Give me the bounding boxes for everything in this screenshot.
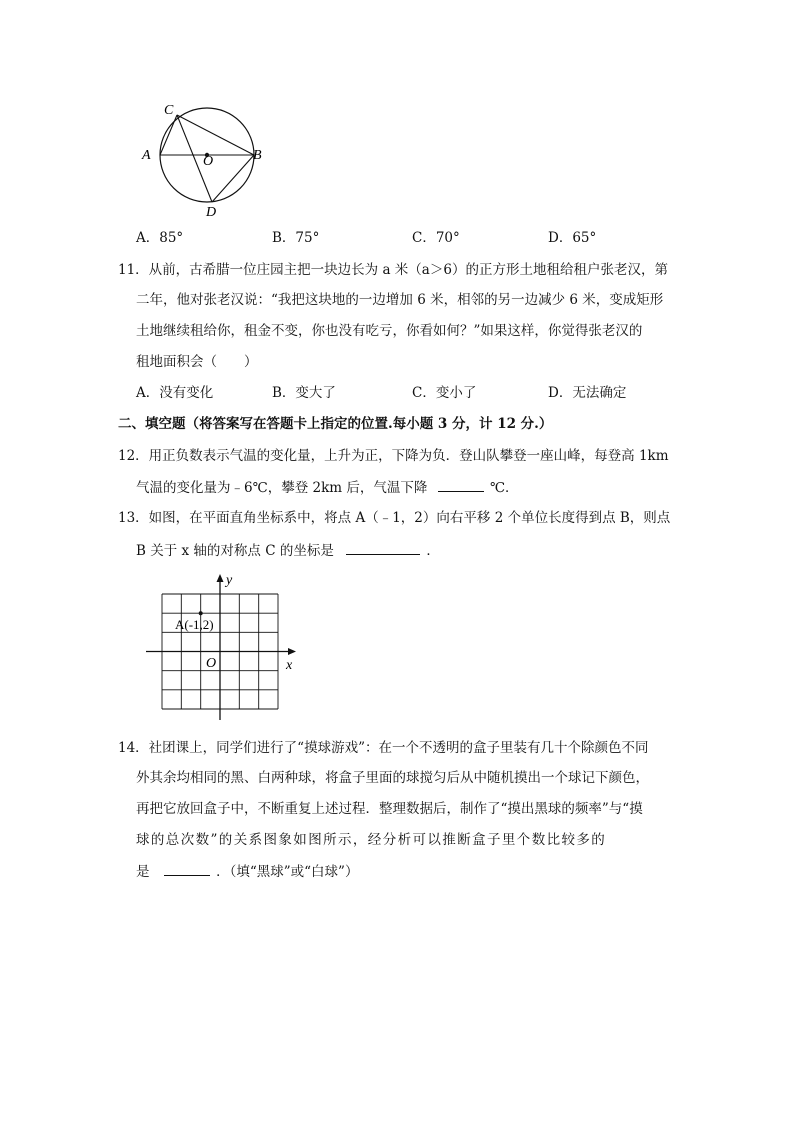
circle-figure bbox=[135, 95, 275, 220]
section-heading: 二、填空题（将答案写在答题卡上指定的位置.每小题 3 分，计 12 分.） bbox=[118, 416, 553, 432]
q10-option-b: B．75° bbox=[272, 230, 320, 246]
label-b: B bbox=[253, 148, 262, 163]
q13-answer-blank[interactable] bbox=[346, 540, 420, 555]
point-a bbox=[199, 611, 203, 615]
q13-line-2 bbox=[136, 540, 440, 561]
q14-line-2: 外其余均相同的黑、白两种球，将盒子里面的球搅匀后从中随机摸出一个球记下颜色， bbox=[136, 770, 649, 786]
q14-text-after-blank: ．（填“黑球”或“白球”） bbox=[216, 864, 359, 880]
q11-option-c: C．变小了 bbox=[412, 385, 477, 401]
q11-option-b: B．变大了 bbox=[272, 385, 336, 401]
q14-answer-blank[interactable] bbox=[164, 861, 210, 876]
label-x: x bbox=[286, 658, 293, 673]
chord-cb bbox=[177, 115, 254, 155]
q12-line-2 bbox=[136, 477, 519, 498]
q14-line-5 bbox=[136, 861, 358, 882]
q11-option-d: D．无法确定 bbox=[548, 385, 627, 401]
label-d: D bbox=[206, 205, 217, 220]
label-o: O bbox=[206, 656, 217, 671]
q13-text-before-blank: B 关于 x 轴的对称点 C 的坐标是 bbox=[136, 543, 334, 559]
label-c: C bbox=[164, 103, 174, 118]
label-a: A bbox=[142, 148, 151, 163]
q14-line-4: 球的总次数”的关系图象如图所示，经分析可以推断盒子里个数比较多的 bbox=[136, 832, 607, 848]
q11-option-a: A．没有变化 bbox=[136, 385, 214, 401]
q13-line-1: 13．如图，在平面直角坐标系中，将点 A（﹣1，2）向右平移 2 个单位长度得到点 B，则点 bbox=[118, 510, 671, 526]
coordinate-grid-figure bbox=[140, 570, 310, 725]
y-axis-arrow bbox=[217, 574, 224, 582]
q11-line-1: 11．从前，古希腊一位庄园主把一块边长为 a 米（a＞6）的正方形土地租给租户张老汉，第 bbox=[118, 262, 668, 278]
chord-ac bbox=[160, 115, 177, 155]
q14-line-1: 14．社团课上，同学们进行了“摸球游戏”：在一个不透明的盒子里装有几十个除颜色不同 bbox=[118, 740, 649, 756]
q12-text-before-blank: 气温的变化量为﹣6℃，攀登 2km 后，气温下降 bbox=[136, 480, 428, 496]
q12-answer-blank[interactable] bbox=[438, 477, 484, 492]
q11-line-2: 二年，他对张老汉说：“我把这块地的一边增加 6 米，相邻的另一边减少 6 米，变成矩形 bbox=[136, 292, 664, 308]
x-axis-arrow bbox=[288, 648, 296, 655]
q14-line-3: 再把它放回盒子中，不断重复上述过程．整理数据后，制作了“摸出黑球的频率”与“摸 bbox=[136, 801, 643, 817]
label-o: O bbox=[203, 154, 214, 169]
q11-line-3: 土地继续租给你，租金不变，你也没有吃亏，你看如何？”如果这样，你觉得张老汉的 bbox=[136, 323, 643, 339]
q13-text-after-blank: ． bbox=[426, 543, 440, 559]
q14-text-before-blank: 是 bbox=[136, 864, 150, 880]
q10-option-d: D．65° bbox=[548, 230, 597, 246]
q12-line-1: 12．用正负数表示气温的变化量，上升为正，下降为负．登山队攀登一座山峰，每登高 1km bbox=[118, 448, 669, 464]
q10-option-c: C．70° bbox=[412, 230, 460, 246]
label-point-a: A(-1,2) bbox=[175, 617, 214, 632]
q12-text-after-blank: ℃． bbox=[489, 480, 519, 496]
q10-option-a: A．85° bbox=[136, 230, 184, 246]
q11-line-4: 租地面积会（ ） bbox=[136, 354, 258, 370]
label-y: y bbox=[226, 573, 233, 588]
